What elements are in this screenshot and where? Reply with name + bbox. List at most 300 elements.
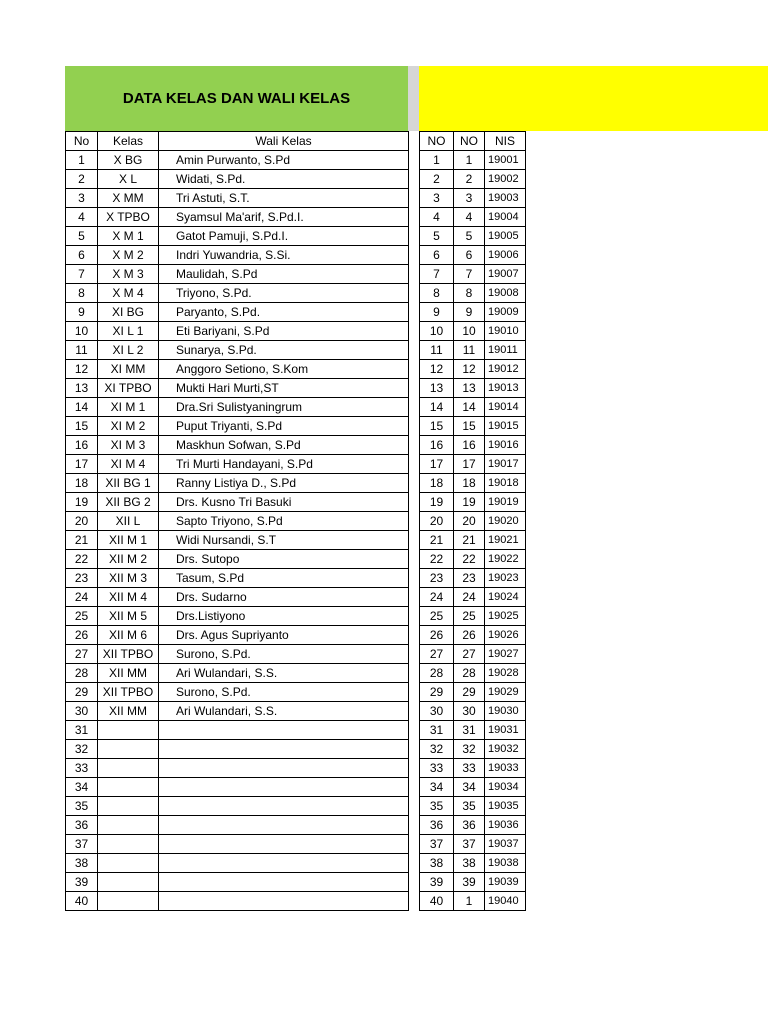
cell-no-2[interactable]: 4 xyxy=(454,208,485,227)
cell-wali-kelas[interactable]: Sunarya, S.Pd. xyxy=(159,341,409,360)
cell-wali-kelas[interactable] xyxy=(159,797,409,816)
nis-row xyxy=(420,493,526,512)
cell-nis[interactable]: 19021 xyxy=(485,531,526,550)
cell-no-1[interactable]: 26 xyxy=(420,626,454,645)
cell-no-2[interactable]: 26 xyxy=(454,626,485,645)
cell-no-2[interactable]: 32 xyxy=(454,740,485,759)
cell-nis[interactable]: 19018 xyxy=(485,474,526,493)
class-row xyxy=(66,569,409,588)
cell-kelas[interactable]: X L xyxy=(98,170,159,189)
cell-nis[interactable]: 19030 xyxy=(485,702,526,721)
cell-wali-kelas[interactable]: Sapto Triyono, S.Pd xyxy=(159,512,409,531)
cell-nis[interactable]: 19035 xyxy=(485,797,526,816)
nis-row xyxy=(420,759,526,778)
cell-no-2[interactable]: 5 xyxy=(454,227,485,246)
nis-row xyxy=(420,322,526,341)
cell-wali-kelas[interactable]: Eti Bariyani, S.Pd xyxy=(159,322,409,341)
cell-kelas[interactable]: XII BG 2 xyxy=(98,493,159,512)
cell-wali-kelas[interactable]: Drs. Kusno Tri Basuki xyxy=(159,493,409,512)
cell-kelas[interactable] xyxy=(98,797,159,816)
cell-wali-kelas[interactable]: Ari Wulandari, S.S. xyxy=(159,664,409,683)
cell-no-1[interactable]: 38 xyxy=(420,854,454,873)
nis-row xyxy=(420,569,526,588)
nis-row xyxy=(420,436,526,455)
cell-no-1[interactable]: 25 xyxy=(420,607,454,626)
header-wali-kelas[interactable]: Wali Kelas xyxy=(159,132,409,151)
cell-nis[interactable]: 19022 xyxy=(485,550,526,569)
cell-kelas[interactable]: XII M 4 xyxy=(98,588,159,607)
cell-kelas[interactable]: XI L 2 xyxy=(98,341,159,360)
header-nis[interactable]: NIS xyxy=(485,132,526,151)
cell-nis[interactable]: 19009 xyxy=(485,303,526,322)
cell-no-1[interactable]: 37 xyxy=(420,835,454,854)
cell-no[interactable]: 22 xyxy=(66,550,98,569)
cell-no[interactable]: 30 xyxy=(66,702,98,721)
cell-no[interactable]: 39 xyxy=(66,873,98,892)
cell-nis[interactable]: 19011 xyxy=(485,341,526,360)
cell-kelas[interactable]: XII MM xyxy=(98,702,159,721)
class-row xyxy=(66,474,409,493)
cell-kelas[interactable]: XII MM xyxy=(98,664,159,683)
cell-wali-kelas[interactable] xyxy=(159,759,409,778)
nis-row xyxy=(420,455,526,474)
cell-no-2[interactable]: 16 xyxy=(454,436,485,455)
cell-kelas[interactable]: XI M 2 xyxy=(98,417,159,436)
cell-kelas[interactable]: XII M 1 xyxy=(98,531,159,550)
class-row xyxy=(66,189,409,208)
cell-no[interactable]: 32 xyxy=(66,740,98,759)
cell-no-2[interactable]: 8 xyxy=(454,284,485,303)
cell-wali-kelas[interactable]: Dra.Sri Sulistyaningrum xyxy=(159,398,409,417)
cell-no[interactable]: 9 xyxy=(66,303,98,322)
cell-nis[interactable]: 19025 xyxy=(485,607,526,626)
cell-no-1[interactable]: 8 xyxy=(420,284,454,303)
cell-no-1[interactable]: 36 xyxy=(420,816,454,835)
class-row xyxy=(66,588,409,607)
cell-no[interactable]: 8 xyxy=(66,284,98,303)
cell-no-1[interactable]: 11 xyxy=(420,341,454,360)
header-kelas[interactable]: Kelas xyxy=(98,132,159,151)
nis-row xyxy=(420,227,526,246)
cell-no[interactable]: 26 xyxy=(66,626,98,645)
cell-kelas[interactable] xyxy=(98,835,159,854)
class-row xyxy=(66,683,409,702)
cell-wali-kelas[interactable]: Indri Yuwandria, S.Si. xyxy=(159,246,409,265)
cell-no-2[interactable]: 1 xyxy=(454,892,485,911)
cell-wali-kelas[interactable]: Widati, S.Pd. xyxy=(159,170,409,189)
cell-no[interactable]: 35 xyxy=(66,797,98,816)
cell-kelas[interactable]: XII TPBO xyxy=(98,683,159,702)
cell-no-2[interactable]: 20 xyxy=(454,512,485,531)
cell-kelas[interactable] xyxy=(98,892,159,911)
nis-row xyxy=(420,607,526,626)
nis-row xyxy=(420,170,526,189)
cell-nis[interactable]: 19039 xyxy=(485,873,526,892)
nis-row xyxy=(420,550,526,569)
cell-wali-kelas[interactable]: Syamsul Ma'arif, S.Pd.I. xyxy=(159,208,409,227)
cell-wali-kelas[interactable]: Tasum, S.Pd xyxy=(159,569,409,588)
cell-nis[interactable]: 19012 xyxy=(485,360,526,379)
cell-wali-kelas[interactable]: Ari Wulandari, S.S. xyxy=(159,702,409,721)
nis-row xyxy=(420,740,526,759)
class-row xyxy=(66,455,409,474)
cell-no-1[interactable]: 19 xyxy=(420,493,454,512)
nis-row xyxy=(420,246,526,265)
cell-wali-kelas[interactable] xyxy=(159,721,409,740)
cell-no-2[interactable]: 35 xyxy=(454,797,485,816)
cell-no-2[interactable]: 18 xyxy=(454,474,485,493)
cell-wali-kelas[interactable]: Maskhun Sofwan, S.Pd xyxy=(159,436,409,455)
cell-no-2[interactable]: 14 xyxy=(454,398,485,417)
sheet-title[interactable] xyxy=(65,66,408,131)
cell-kelas[interactable] xyxy=(98,816,159,835)
cell-no[interactable]: 17 xyxy=(66,455,98,474)
cell-no-2[interactable]: 1 xyxy=(454,151,485,170)
cell-no-1[interactable]: 18 xyxy=(420,474,454,493)
cell-no-1[interactable]: 6 xyxy=(420,246,454,265)
cell-wali-kelas[interactable] xyxy=(159,835,409,854)
cell-no-1[interactable]: 4 xyxy=(420,208,454,227)
cell-no-2[interactable]: 25 xyxy=(454,607,485,626)
cell-wali-kelas[interactable]: Puput Triyanti, S.Pd xyxy=(159,417,409,436)
cell-no-1[interactable]: 27 xyxy=(420,645,454,664)
cell-kelas[interactable]: XII M 5 xyxy=(98,607,159,626)
cell-nis[interactable]: 19002 xyxy=(485,170,526,189)
cell-kelas[interactable]: XI BG xyxy=(98,303,159,322)
class-row xyxy=(66,246,409,265)
cell-nis[interactable]: 19004 xyxy=(485,208,526,227)
cell-nis[interactable]: 19006 xyxy=(485,246,526,265)
cell-kelas[interactable]: XII BG 1 xyxy=(98,474,159,493)
cell-no-1[interactable]: 40 xyxy=(420,892,454,911)
cell-wali-kelas[interactable]: Amin Purwanto, S.Pd xyxy=(159,151,409,170)
cell-no-2[interactable]: 6 xyxy=(454,246,485,265)
cell-nis[interactable]: 19020 xyxy=(485,512,526,531)
cell-wali-kelas[interactable]: Widi Nursandi, S.T xyxy=(159,531,409,550)
nis-row xyxy=(420,778,526,797)
cell-no[interactable]: 21 xyxy=(66,531,98,550)
cell-nis[interactable]: 19040 xyxy=(485,892,526,911)
cell-kelas[interactable]: XII M 2 xyxy=(98,550,159,569)
cell-no[interactable]: 27 xyxy=(66,645,98,664)
cell-no-2[interactable]: 15 xyxy=(454,417,485,436)
cell-nis[interactable]: 19029 xyxy=(485,683,526,702)
cell-nis[interactable]: 19031 xyxy=(485,721,526,740)
class-table-header xyxy=(66,132,409,151)
cell-no-1[interactable]: 32 xyxy=(420,740,454,759)
cell-wali-kelas[interactable] xyxy=(159,816,409,835)
cell-no-1[interactable]: 16 xyxy=(420,436,454,455)
header-no[interactable]: No xyxy=(66,132,98,151)
cell-nis[interactable]: 19019 xyxy=(485,493,526,512)
cell-no[interactable]: 37 xyxy=(66,835,98,854)
cell-no-1[interactable]: 1 xyxy=(420,151,454,170)
cell-no-2[interactable]: 11 xyxy=(454,341,485,360)
yellow-header-cell[interactable] xyxy=(419,66,768,131)
class-row xyxy=(66,873,409,892)
class-row xyxy=(66,835,409,854)
cell-wali-kelas[interactable]: Anggoro Setiono, S.Kom xyxy=(159,360,409,379)
cell-wali-kelas[interactable]: Surono, S.Pd. xyxy=(159,683,409,702)
cell-kelas[interactable]: X MM xyxy=(98,189,159,208)
cell-no-2[interactable]: 10 xyxy=(454,322,485,341)
cell-kelas[interactable] xyxy=(98,778,159,797)
cell-no[interactable]: 10 xyxy=(66,322,98,341)
nis-row xyxy=(420,664,526,683)
cell-no[interactable]: 29 xyxy=(66,683,98,702)
class-row xyxy=(66,493,409,512)
cell-wali-kelas[interactable]: Tri Astuti, S.T. xyxy=(159,189,409,208)
cell-kelas[interactable] xyxy=(98,721,159,740)
cell-kelas[interactable]: XII M 6 xyxy=(98,626,159,645)
cell-nis[interactable]: 19014 xyxy=(485,398,526,417)
cell-no[interactable]: 24 xyxy=(66,588,98,607)
cell-kelas[interactable]: XII TPBO xyxy=(98,645,159,664)
nis-row xyxy=(420,835,526,854)
nis-row xyxy=(420,512,526,531)
cell-kelas[interactable]: X M 4 xyxy=(98,284,159,303)
cell-nis[interactable]: 19026 xyxy=(485,626,526,645)
nis-row xyxy=(420,474,526,493)
cell-no-2[interactable]: 34 xyxy=(454,778,485,797)
class-row xyxy=(66,892,409,911)
class-row xyxy=(66,322,409,341)
cell-wali-kelas[interactable] xyxy=(159,778,409,797)
cell-nis[interactable]: 19038 xyxy=(485,854,526,873)
class-row xyxy=(66,721,409,740)
cell-no[interactable]: 12 xyxy=(66,360,98,379)
cell-nis[interactable]: 19008 xyxy=(485,284,526,303)
header-no-1[interactable]: NO xyxy=(420,132,454,151)
nis-row xyxy=(420,645,526,664)
cell-no-2[interactable]: 39 xyxy=(454,873,485,892)
cell-wali-kelas[interactable]: Drs. Agus Supriyanto xyxy=(159,626,409,645)
header-no-2[interactable]: NO xyxy=(454,132,485,151)
cell-no[interactable]: 16 xyxy=(66,436,98,455)
cell-wali-kelas[interactable] xyxy=(159,740,409,759)
cell-kelas[interactable]: XI MM xyxy=(98,360,159,379)
cell-no[interactable]: 25 xyxy=(66,607,98,626)
cell-no-1[interactable]: 31 xyxy=(420,721,454,740)
cell-no-1[interactable]: 15 xyxy=(420,417,454,436)
cell-kelas[interactable]: X M 1 xyxy=(98,227,159,246)
cell-nis[interactable]: 19016 xyxy=(485,436,526,455)
cell-no-1[interactable]: 35 xyxy=(420,797,454,816)
cell-kelas[interactable] xyxy=(98,873,159,892)
cell-no-1[interactable]: 7 xyxy=(420,265,454,284)
cell-kelas[interactable] xyxy=(98,854,159,873)
cell-wali-kelas[interactable]: Paryanto, S.Pd. xyxy=(159,303,409,322)
cell-kelas[interactable]: X M 2 xyxy=(98,246,159,265)
cell-no-1[interactable]: 21 xyxy=(420,531,454,550)
cell-no-1[interactable]: 3 xyxy=(420,189,454,208)
cell-no-2[interactable]: 3 xyxy=(454,189,485,208)
cell-no-2[interactable]: 29 xyxy=(454,683,485,702)
cell-no[interactable]: 5 xyxy=(66,227,98,246)
cell-wali-kelas[interactable]: Mukti Hari Murti,ST xyxy=(159,379,409,398)
nis-row xyxy=(420,721,526,740)
cell-nis[interactable]: 19010 xyxy=(485,322,526,341)
cell-no[interactable]: 40 xyxy=(66,892,98,911)
class-row xyxy=(66,284,409,303)
nis-row xyxy=(420,854,526,873)
cell-nis[interactable]: 19027 xyxy=(485,645,526,664)
class-row xyxy=(66,227,409,246)
class-row xyxy=(66,626,409,645)
cell-no-1[interactable]: 30 xyxy=(420,702,454,721)
cell-no-2[interactable]: 33 xyxy=(454,759,485,778)
cell-no-1[interactable]: 10 xyxy=(420,322,454,341)
cell-wali-kelas[interactable]: Surono, S.Pd. xyxy=(159,645,409,664)
cell-no[interactable]: 3 xyxy=(66,189,98,208)
cell-nis[interactable]: 19023 xyxy=(485,569,526,588)
nis-row xyxy=(420,265,526,284)
cell-nis[interactable]: 19034 xyxy=(485,778,526,797)
cell-no-2[interactable]: 7 xyxy=(454,265,485,284)
cell-no-1[interactable]: 14 xyxy=(420,398,454,417)
cell-no-1[interactable]: 17 xyxy=(420,455,454,474)
cell-wali-kelas[interactable]: Drs.Listiyono xyxy=(159,607,409,626)
cell-nis[interactable]: 19017 xyxy=(485,455,526,474)
cell-nis[interactable]: 19003 xyxy=(485,189,526,208)
cell-no[interactable]: 11 xyxy=(66,341,98,360)
cell-nis[interactable]: 19037 xyxy=(485,835,526,854)
cell-kelas[interactable]: X TPBO xyxy=(98,208,159,227)
cell-no-2[interactable]: 17 xyxy=(454,455,485,474)
cell-no-1[interactable]: 33 xyxy=(420,759,454,778)
cell-nis[interactable]: 19015 xyxy=(485,417,526,436)
cell-wali-kelas[interactable]: Maulidah, S.Pd xyxy=(159,265,409,284)
cell-no-1[interactable]: 13 xyxy=(420,379,454,398)
cell-nis[interactable]: 19013 xyxy=(485,379,526,398)
cell-no-1[interactable]: 23 xyxy=(420,569,454,588)
cell-nis[interactable]: 19005 xyxy=(485,227,526,246)
cell-no-2[interactable]: 28 xyxy=(454,664,485,683)
cell-no-2[interactable]: 19 xyxy=(454,493,485,512)
cell-no-1[interactable]: 20 xyxy=(420,512,454,531)
cell-no[interactable]: 34 xyxy=(66,778,98,797)
cell-no[interactable]: 1 xyxy=(66,151,98,170)
cell-no[interactable]: 7 xyxy=(66,265,98,284)
cell-kelas[interactable]: XI M 4 xyxy=(98,455,159,474)
cell-no[interactable]: 13 xyxy=(66,379,98,398)
cell-no-1[interactable]: 24 xyxy=(420,588,454,607)
cell-wali-kelas[interactable]: Drs. Sutopo xyxy=(159,550,409,569)
cell-no-2[interactable]: 23 xyxy=(454,569,485,588)
nis-table-header xyxy=(420,132,526,151)
cell-wali-kelas[interactable]: Gatot Pamuji, S.Pd.I. xyxy=(159,227,409,246)
cell-no[interactable]: 2 xyxy=(66,170,98,189)
cell-wali-kelas[interactable]: Drs. Sudarno xyxy=(159,588,409,607)
cell-no-2[interactable]: 30 xyxy=(454,702,485,721)
cell-no[interactable]: 31 xyxy=(66,721,98,740)
cell-no[interactable]: 38 xyxy=(66,854,98,873)
cell-kelas[interactable] xyxy=(98,740,159,759)
cell-nis[interactable]: 19001 xyxy=(485,151,526,170)
cell-no[interactable]: 28 xyxy=(66,664,98,683)
cell-no-2[interactable]: 2 xyxy=(454,170,485,189)
cell-kelas[interactable] xyxy=(98,759,159,778)
cell-wali-kelas[interactable] xyxy=(159,854,409,873)
class-row xyxy=(66,170,409,189)
cell-no-2[interactable]: 9 xyxy=(454,303,485,322)
cell-no-1[interactable]: 28 xyxy=(420,664,454,683)
cell-no-2[interactable]: 22 xyxy=(454,550,485,569)
cell-wali-kelas[interactable]: Triyono, S.Pd. xyxy=(159,284,409,303)
cell-no-2[interactable]: 31 xyxy=(454,721,485,740)
cell-kelas[interactable]: XI L 1 xyxy=(98,322,159,341)
cell-nis[interactable]: 19028 xyxy=(485,664,526,683)
cell-no[interactable]: 19 xyxy=(66,493,98,512)
cell-kelas[interactable]: X M 3 xyxy=(98,265,159,284)
nis-row xyxy=(420,626,526,645)
cell-no[interactable]: 15 xyxy=(66,417,98,436)
cell-no-2[interactable]: 13 xyxy=(454,379,485,398)
class-row xyxy=(66,664,409,683)
cell-wali-kelas[interactable] xyxy=(159,892,409,911)
cell-no-1[interactable]: 5 xyxy=(420,227,454,246)
cell-no[interactable]: 20 xyxy=(66,512,98,531)
cell-kelas[interactable]: XII L xyxy=(98,512,159,531)
cell-no-2[interactable]: 21 xyxy=(454,531,485,550)
cell-no[interactable]: 18 xyxy=(66,474,98,493)
nis-row xyxy=(420,588,526,607)
nis-row xyxy=(420,683,526,702)
cell-wali-kelas[interactable]: Tri Murti Handayani, S.Pd xyxy=(159,455,409,474)
cell-no-1[interactable]: 39 xyxy=(420,873,454,892)
cell-nis[interactable]: 19033 xyxy=(485,759,526,778)
cell-no-1[interactable]: 12 xyxy=(420,360,454,379)
nis-row xyxy=(420,189,526,208)
cell-kelas[interactable]: XI M 1 xyxy=(98,398,159,417)
class-row xyxy=(66,759,409,778)
cell-kelas[interactable]: X BG xyxy=(98,151,159,170)
cell-no[interactable]: 4 xyxy=(66,208,98,227)
cell-no-2[interactable]: 36 xyxy=(454,816,485,835)
cell-no-1[interactable]: 9 xyxy=(420,303,454,322)
cell-no[interactable]: 6 xyxy=(66,246,98,265)
nis-row xyxy=(420,702,526,721)
cell-no-1[interactable]: 22 xyxy=(420,550,454,569)
cell-no-1[interactable]: 29 xyxy=(420,683,454,702)
cell-no-2[interactable]: 27 xyxy=(454,645,485,664)
cell-no-2[interactable]: 38 xyxy=(454,854,485,873)
cell-kelas[interactable]: XII M 3 xyxy=(98,569,159,588)
cell-no[interactable]: 14 xyxy=(66,398,98,417)
nis-row xyxy=(420,379,526,398)
cell-no[interactable]: 36 xyxy=(66,816,98,835)
class-row xyxy=(66,702,409,721)
cell-no-1[interactable]: 34 xyxy=(420,778,454,797)
cell-wali-kelas[interactable] xyxy=(159,873,409,892)
cell-nis[interactable]: 19024 xyxy=(485,588,526,607)
cell-nis[interactable]: 19007 xyxy=(485,265,526,284)
cell-wali-kelas[interactable]: Ranny Listiya D., S.Pd xyxy=(159,474,409,493)
nis-row xyxy=(420,360,526,379)
cell-no[interactable]: 23 xyxy=(66,569,98,588)
cell-no[interactable]: 33 xyxy=(66,759,98,778)
cell-kelas[interactable]: XI TPBO xyxy=(98,379,159,398)
cell-nis[interactable]: 19032 xyxy=(485,740,526,759)
cell-kelas[interactable]: XI M 3 xyxy=(98,436,159,455)
cell-nis[interactable]: 19036 xyxy=(485,816,526,835)
class-row xyxy=(66,303,409,322)
class-row xyxy=(66,341,409,360)
cell-no-2[interactable]: 37 xyxy=(454,835,485,854)
cell-no-2[interactable]: 24 xyxy=(454,588,485,607)
cell-no-2[interactable]: 12 xyxy=(454,360,485,379)
cell-no-1[interactable]: 2 xyxy=(420,170,454,189)
